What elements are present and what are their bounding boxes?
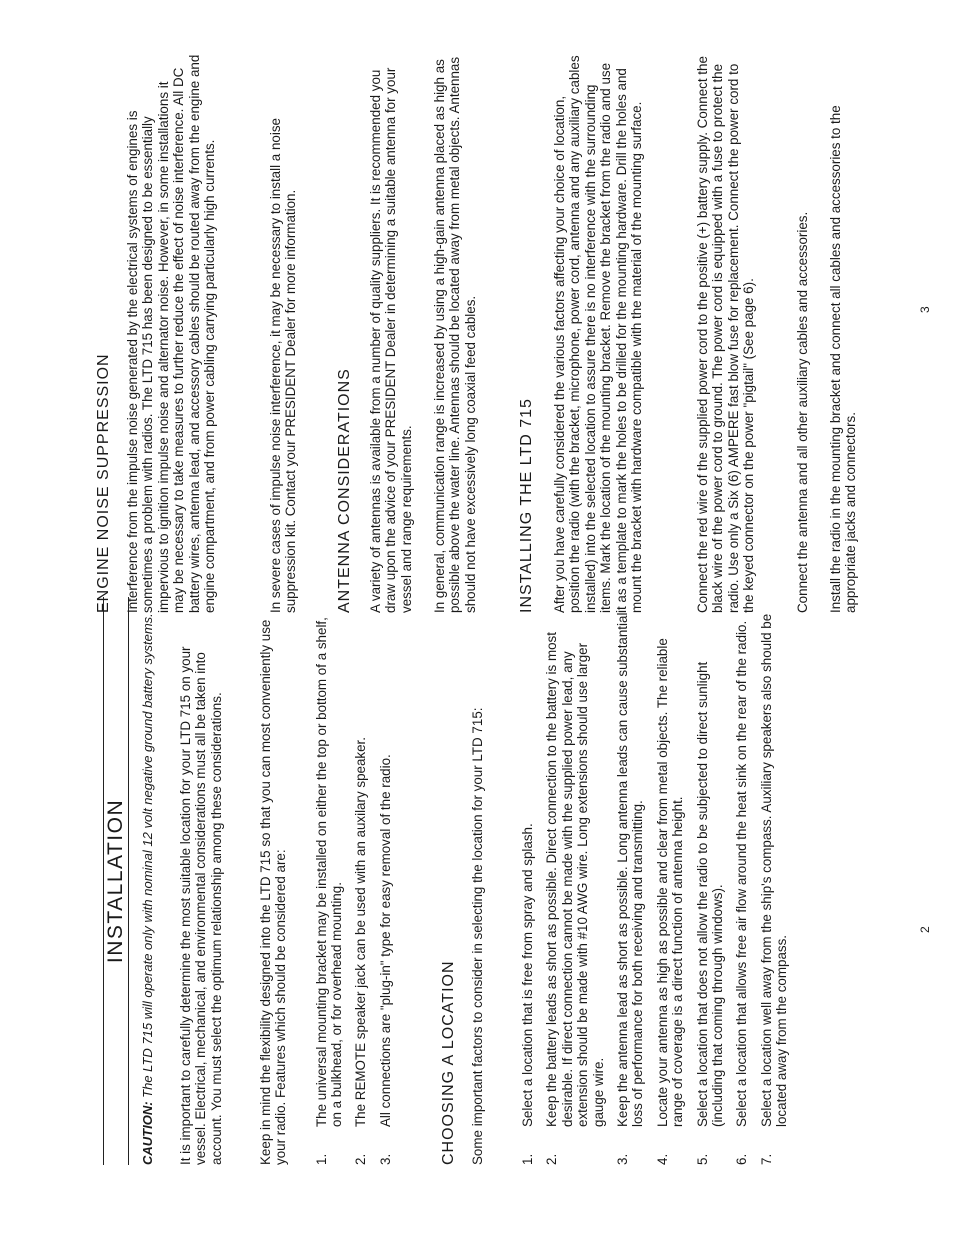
installing-paragraph-4: Install the radio in the mounting bracket and connect all cables and accessories to the appropriate jacks and connectors. — [828, 105, 859, 613]
list-item: 1. Select a location that is free from spray and splash. — [520, 823, 535, 1165]
caution-label: CAUTION: — [140, 1101, 155, 1165]
list-item: 5. Select a location that does not allow the radio to be subjected to direct sunlight (including that coming through windows). — [694, 661, 726, 1165]
engine-paragraph-1: Interference from the impulse noise generated by the electrical systems of engines is sometimes a problem with radios. The LTD 715 has been designed to be essentially impervious to ignition impulse noise and alternator noise. However, in some installations it may be necessary to take measures to further reduce the effect of noise interference. All DC battery wires, antenna lead, and accessory cables should be routed away from the engine and engine compartment, and from power cabling carrying particularly high currents. — [125, 54, 218, 613]
engine-noise-heading: ENGINE NOISE SUPPRESSION — [95, 353, 112, 613]
antenna-paragraph-2: In general, communication range is increased by using a high-gain antenna placed as high as possible above the water line. Antennas should be located away from metal objects. Antennas should not have excessively long coaxial feed cables. — [432, 56, 478, 613]
list-item: 1. The universal mounting bracket may be installed on either the top or bottom of a shelf, on a bulkhead, or for overhead mounting. — [314, 617, 345, 1165]
antenna-heading: ANTENNA CONSIDERATIONS — [336, 368, 353, 613]
antenna-paragraph-1: A variety of antennas is available from a number of quality suppliers. It is recommended you draw upon the advice of your PRESIDENT Dealer in determining a suitable antenna for your vessel and range requirements. — [368, 67, 414, 613]
choosing-intro: Some important factors to consider in selecting the location for your LTD 715: — [470, 707, 485, 1165]
list-item: 4. Locate your antenna as high as possible and clear from metal objects. The reliable range of coverage is a direct function of antenna height. — [654, 638, 686, 1165]
title-bottom-rule — [128, 597, 129, 1165]
installing-paragraph-1: After you have carefully considered the various factors affecting your choice of location, position the radio (with the bracket, microphone, power cord, antenna and any auxiliary cables installed) into the selected location to assure there is no interference with the surrounding items. Mark the location of the mounting bracket. Remove the bracket from the radio and use it as a template to mark the holes to be drilled for the mounting hardware. Drill the holes and mount the bracket with hardware compatible with the material of the mounting surface. — [552, 55, 645, 613]
list-item: 2. Keep the battery leads as short as possible. Direct connection to the battery is most desirable. If direct connection cannot be made with the supplied power lead, any extension should be made with #10 AWG wire. Long extensions should use larger gauge wire. — [544, 632, 606, 1165]
page-number: 3 — [918, 306, 932, 313]
installing-heading: INSTALLING THE LTD 715 — [518, 398, 535, 613]
installing-paragraph-3: Connect the antenna and all other auxiliary cables and accessories. — [795, 211, 810, 613]
list-item: 7. Select a location well away from the ship's compass. Auxiliary speakers also should be located away from the compass. — [758, 613, 790, 1165]
list-item: 3. Keep the antenna lead as short as possible. Long antenna leads can cause substantial loss of performance for both receiving and transmitting. — [615, 612, 646, 1165]
caution-note — [139, 605, 156, 1165]
installing-paragraph-2: Connect the red wire of the supplied power cord to the positive (+) battery supply. Connect the black wire of the power cord to ground. The power cord is equipped with a fuse to protect the radio. Use only a Six (6) AMPERE fast blow fuse for replacement. Connect the power cord to the keyed connector on the power "pigtail" (See page 6). — [695, 56, 757, 613]
list-item: 6. Select a location that allows free air flow around the heat sink on the rear of the radio. — [734, 620, 750, 1165]
list-item: 3. All connections are "plug-in" type for easy removal of the radio. — [378, 754, 394, 1165]
engine-paragraph-2: In severe cases of impulse noise interference, it may be necessary to install a noise suppression kit. Contact your PRESIDENT Dealer for more information. — [268, 118, 299, 613]
choosing-location-heading: CHOOSING A LOCATION — [440, 960, 457, 1165]
page-number: 2 — [918, 926, 932, 933]
caution-text: The LTD 715 will operate only with nominal 12 volt negative ground battery systems. — [140, 613, 155, 1098]
intro-paragraph: It is important to carefully determine the most suitable location for your LTD 715 on your vessel. Electrical, mechanical, and environmental considerations must all be taken into account. You must select the optimum relationship among these considerations. — [178, 646, 224, 1165]
factors-list — [520, 605, 790, 1165]
flexibility-paragraph: Keep in mind the flexibility designed into the LTD 715 so that you can most conveniently use your radio. Features which should be considered are: — [258, 619, 289, 1165]
list-item: 2. The REMOTE speaker jack can be used with an auxilary speaker. — [352, 736, 368, 1165]
features-list — [314, 605, 394, 1165]
page-title: INSTALLATION — [104, 798, 127, 964]
